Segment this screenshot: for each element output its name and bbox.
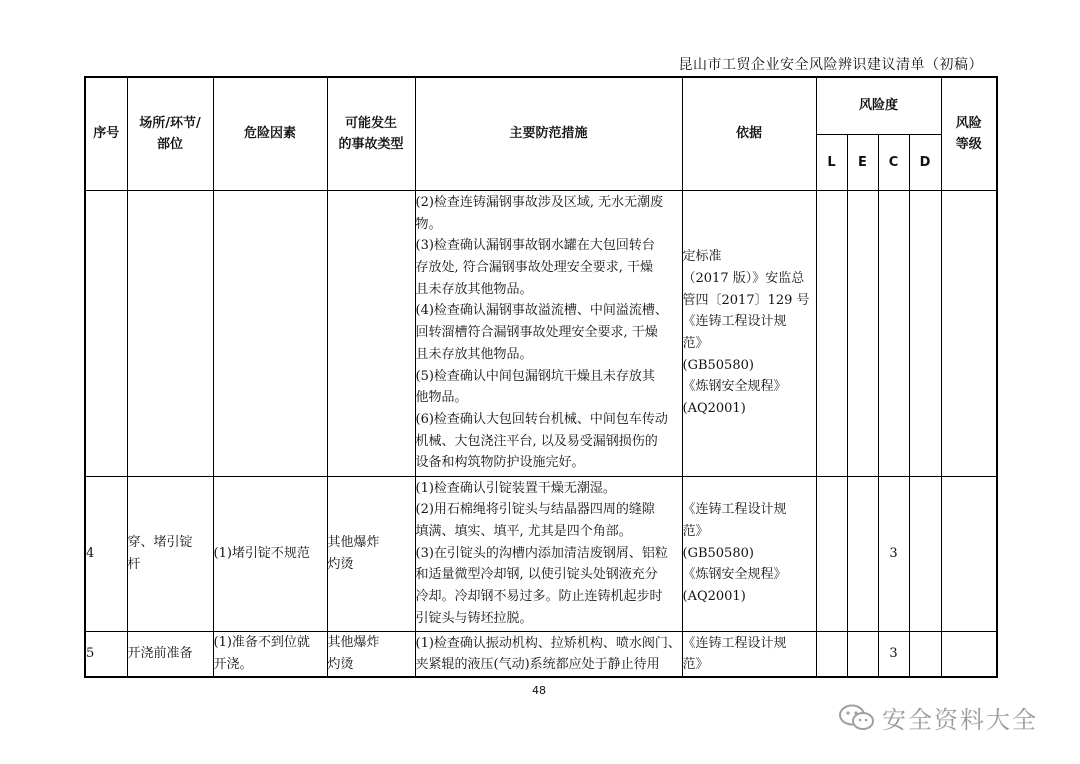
basis-line: 范》 — [682, 657, 709, 673]
basis-line: (AQ2001) — [682, 589, 746, 605]
cell-l — [816, 476, 847, 631]
cell-seq: 5 — [85, 631, 127, 677]
measure-line: 冷却。冷却钢不易过多。防止连铸机起步时 — [415, 589, 663, 605]
hazard-line: 开浇。 — [213, 656, 253, 672]
measure-line: 且未存放其他物品。 — [415, 281, 533, 297]
measure-line: 物。 — [415, 216, 442, 232]
cell-hazard — [213, 476, 327, 631]
header-row-1 — [85, 77, 997, 134]
cell-c — [878, 190, 909, 476]
cell-hazard — [213, 190, 327, 476]
measure-line: (3)在引锭头的沟槽内添加清洁废钢屑、铝粒 — [415, 545, 668, 561]
measure-line: 引锭头与铸坯拉脱。 — [415, 610, 533, 626]
measure-line: (1)检查确认振动机构、拉矫机构、喷水阀门、 — [415, 635, 681, 651]
location-line: 杆 — [127, 556, 141, 572]
hazard-line: (1)准备不到位就 — [213, 635, 310, 650]
basis-line: 《连铸工程设计规 — [682, 502, 787, 518]
measure-line: (3)检查确认漏钢事故钢水罐在大包回转台 — [415, 238, 655, 254]
table-row — [85, 631, 997, 677]
header-accident-line: 的事故类型 — [338, 136, 404, 152]
cell-accident-type — [327, 190, 415, 476]
cell-e — [847, 476, 878, 631]
cell-basis — [682, 631, 816, 677]
measure-line: 机械、大包浇注平台, 以及易受漏钢损伤的 — [415, 433, 658, 449]
basis-line: 范》 — [682, 336, 709, 351]
cell-d — [909, 631, 941, 677]
basis-line: 《炼钢安全规程》 — [682, 379, 787, 395]
cell-measures — [415, 631, 682, 677]
accident-line: 灼烫 — [327, 656, 354, 672]
measure-line: (1)检查确认引锭装置干燥无潮湿。 — [415, 480, 616, 496]
header-risk-level — [941, 77, 997, 190]
cell-risk-level — [941, 476, 997, 631]
header-l: L — [816, 134, 847, 190]
cell-c: 3 — [878, 631, 909, 677]
location-line: 开浇前准备 — [127, 645, 193, 661]
header-e: E — [847, 134, 878, 190]
cell-basis — [682, 190, 816, 476]
header-basis: 依据 — [682, 77, 816, 190]
cell-location — [127, 476, 213, 631]
header-location-line: 场所/环节/ — [139, 115, 201, 131]
accident-line: 其他爆炸 — [327, 534, 380, 550]
header-risk-level-line: 等级 — [955, 136, 982, 152]
header-location-line: 部位 — [156, 136, 183, 152]
document-title: 昆山市工贸企业安全风险辨识建议清单（初稿） — [678, 57, 983, 73]
cell-e — [847, 190, 878, 476]
basis-line: 《炼钢安全规程》 — [682, 567, 787, 583]
basis-line: (GB50580) — [682, 545, 754, 561]
cell-l — [816, 631, 847, 677]
basis-line: （2017 版）》安监总 — [682, 270, 805, 286]
header-seq: 序号 — [85, 77, 127, 190]
cell-e — [847, 631, 878, 677]
cell-basis — [682, 476, 816, 631]
measure-line: 且未存放其他物品。 — [415, 346, 533, 362]
measure-line: 夹紧辊的液压(气动)系统都应处于静止待用 — [415, 657, 660, 673]
cell-seq: 4 — [85, 476, 127, 631]
measure-line: 他物品。 — [415, 390, 468, 406]
cell-hazard — [213, 631, 327, 677]
measure-line: 和适量微型冷却钢, 以使引锭头处钢液充分 — [415, 567, 658, 583]
risk-table — [84, 76, 998, 678]
page-number: 48 — [532, 684, 546, 697]
wechat-icon — [838, 703, 876, 733]
header-d: D — [909, 134, 941, 190]
cell-seq — [85, 190, 127, 476]
measure-line: 回转溜槽符合漏钢事故处理安全要求, 干燥 — [415, 325, 658, 341]
measure-line: (4)检查确认漏钢事故溢流槽、中间溢流槽、 — [415, 303, 668, 319]
measure-line: (2)检查连铸漏钢事故涉及区域, 无水无潮废 — [415, 194, 664, 210]
header-risk-degree: 风险度 — [816, 77, 941, 134]
cell-measures — [415, 190, 682, 476]
cell-risk-level — [941, 190, 997, 476]
header-location — [127, 77, 213, 190]
header-measures: 主要防范措施 — [415, 77, 682, 190]
basis-line: (AQ2001) — [682, 401, 746, 417]
watermark-text: 安全资料大全 — [882, 706, 1038, 734]
cell-l — [816, 190, 847, 476]
cell-measures — [415, 476, 682, 631]
cell-c: 3 — [878, 476, 909, 631]
accident-line: 灼烫 — [327, 556, 354, 572]
header-risk-level-line: 风险 — [955, 115, 982, 131]
hazard-line: (1)堵引锭不规范 — [213, 545, 310, 561]
measure-line: 存放处, 符合漏钢事故处理安全要求, 干燥 — [415, 260, 654, 276]
measure-line: (6)检查确认大包回转台机械、中间包车传动 — [415, 411, 668, 427]
accident-line: 其他爆炸 — [327, 635, 380, 650]
header-hazard: 危险因素 — [213, 77, 327, 190]
header-accident-line: 可能发生 — [344, 115, 397, 131]
basis-line: (GB50580) — [682, 357, 754, 373]
cell-risk-level — [941, 631, 997, 677]
cell-accident-type — [327, 476, 415, 631]
basis-line: 《连铸工程设计规 — [682, 635, 787, 651]
cell-d — [909, 190, 941, 476]
measure-line: (5)检查确认中间包漏钢坑干燥且未存放其 — [415, 368, 655, 384]
measure-line: 填满、填实、填平, 尤其是四个角部。 — [415, 523, 632, 539]
basis-line: 《连铸工程设计规 — [682, 314, 787, 330]
basis-line: 定标准 — [682, 249, 722, 265]
cell-accident-type — [327, 631, 415, 677]
cell-location — [127, 631, 213, 677]
watermark — [838, 700, 1038, 735]
table-row — [85, 190, 997, 476]
header-accident-type — [327, 77, 415, 190]
basis-line: 管四〔2017〕129 号 — [682, 292, 810, 308]
cell-location — [127, 190, 213, 476]
measure-line: 设备和构筑物防护设施完好。 — [415, 455, 585, 471]
basis-line: 范》 — [682, 523, 709, 539]
measure-line: (2)用石棉绳将引锭头与结晶器四周的缝隙 — [415, 502, 655, 518]
table-row — [85, 476, 997, 631]
cell-d — [909, 476, 941, 631]
header-c: C — [878, 134, 909, 190]
location-line: 穿、堵引锭 — [127, 534, 193, 550]
